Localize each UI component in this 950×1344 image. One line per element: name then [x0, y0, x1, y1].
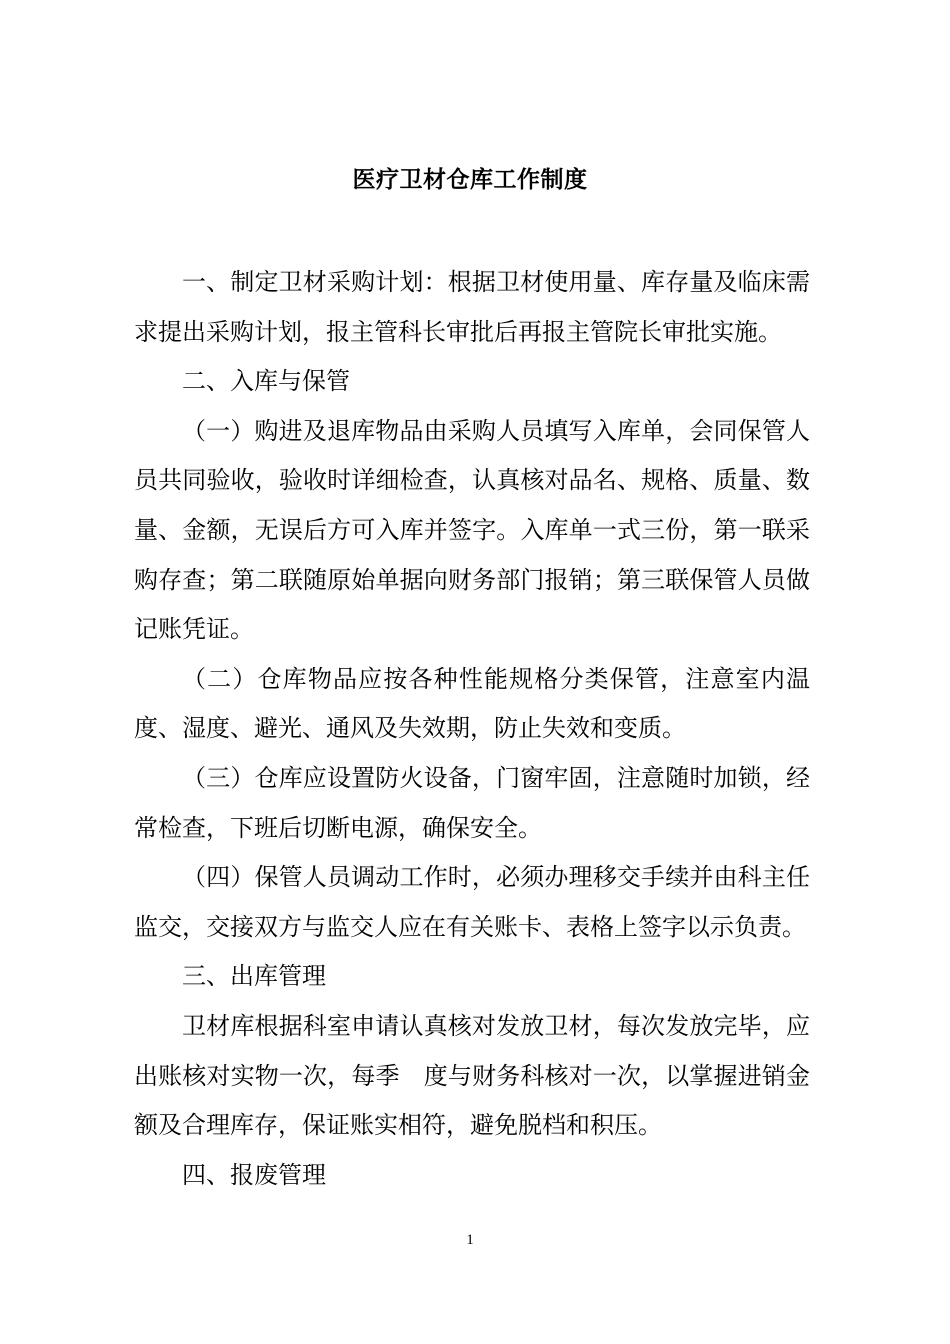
heading-outbound: 三、出库管理 — [182, 962, 326, 991]
document-title: 医疗卫材仓库工作制度 — [352, 167, 588, 193]
paragraph-storage-3: （三）仓库应设置防火设备，门窗牢固，注意随时加锁，经常检查，下班后切断电源，确保安全。 — [134, 763, 810, 842]
page-number: 1 — [466, 1232, 474, 1248]
paragraph-storage-2: （二）仓库物品应按各种性能规格分类保管，注意室内温度、湿度、避光、通风及失效期，防止失效和变质。 — [134, 664, 810, 743]
heading-scrap: 四、报废管理 — [182, 1160, 326, 1189]
paragraph-purchase-plan: 一、制定卫材采购计划：根据卫材使用量、库存量及临床需求提出采购计划，报主管科长审批后再报主管院长审批实施。 — [134, 268, 810, 346]
paragraph-storage-1: （一）购进及退库物品由采购人员填写入库单，会同保管人员共同验收，验收时详细检查，认真核对品名、规格、质量、数量、金额，无误后方可入库并签字。入库单一式三份，第一联采购存查；第二联随原始单据向财务部门报销；第三联保管人员做记账凭证。 — [134, 416, 810, 644]
paragraph-storage-4: （四）保管人员调动工作时，必须办理移交手续并由科主任监交，交接双方与监交人应在有关账卡、表格上签字以示负责。 — [134, 863, 810, 941]
document-body — [134, 258, 810, 1200]
paragraph-outbound: 卫材库根据科室申请认真核对发放卫材，每次发放完毕，应出账核对实物一次，每季 度与财务科核对一次，以掌握进销金额及合理库存，保证账实相符，避免脱档和积压。 — [134, 1011, 810, 1140]
heading-storage: 二、入库与保管 — [182, 367, 350, 396]
